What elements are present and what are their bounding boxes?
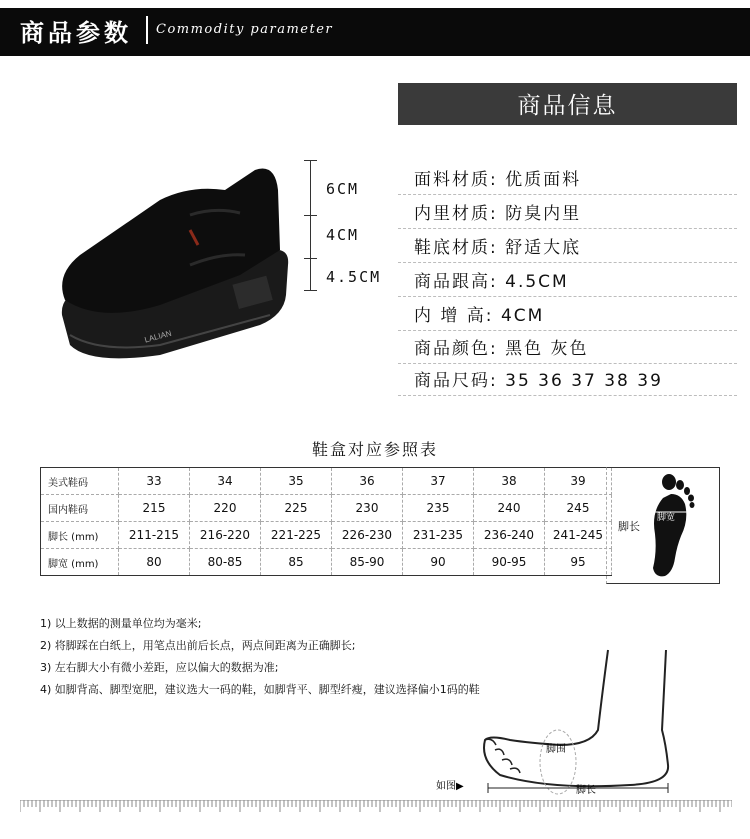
product-image (40, 155, 300, 370)
foot-width-label: 脚宽 (657, 513, 676, 523)
note: 1) 以上数据的测量单位均为毫米; (40, 617, 202, 630)
table-cell: 241-245 (545, 522, 612, 549)
table-cell: 34 (190, 468, 261, 495)
table-row (41, 522, 612, 549)
table-cell: 236-240 (474, 522, 545, 549)
table-cell: 39 (545, 468, 612, 495)
table-cell: 95 (545, 549, 612, 576)
foot-length-label: 脚长 (618, 520, 640, 533)
spec-row (398, 362, 737, 396)
size-chart-title: 鞋盒对应参照表 (311, 440, 438, 459)
table-row (41, 495, 612, 522)
table-cell: 90-95 (474, 549, 545, 576)
dimension-tick (304, 215, 317, 216)
table-row (41, 549, 612, 576)
table-cell: 85-90 (332, 549, 403, 576)
page-title: 商品参数 (20, 19, 132, 47)
table-row (41, 468, 612, 495)
spec-text: 商品尺码: 35 36 37 38 39 (414, 371, 663, 391)
size-table (40, 467, 612, 576)
shoe-logo: LALIAN (143, 328, 173, 345)
row-header: 脚长 (mm) (41, 522, 119, 549)
info-title: 商品信息 (517, 93, 618, 119)
spec-row (398, 297, 737, 331)
spec-text: 商品颜色: 黑色 灰色 (414, 339, 589, 359)
dimension-line (310, 160, 311, 290)
dimension-label: 4.5CM (326, 268, 382, 286)
note: 3) 左右脚大小有微小差距，应以偏大的数据为准; (40, 661, 279, 674)
table-cell: 35 (261, 468, 332, 495)
table-cell: 225 (261, 495, 332, 522)
spec-text: 内里材质: 防臭内里 (414, 204, 582, 224)
table-cell: 230 (332, 495, 403, 522)
row-header: 国内鞋码 (41, 495, 119, 522)
dimension-tick (304, 290, 317, 291)
spec-text: 面料材质: 优质面料 (414, 170, 582, 190)
spec-text: 内 增 高: 4CM (414, 306, 545, 326)
title-divider (146, 16, 148, 44)
table-cell: 80 (119, 549, 190, 576)
table-cell: 240 (474, 495, 545, 522)
note: 4) 如脚背高、脚型宽肥，建议选大一码的鞋，如脚背平、脚型纤瘦，建议选择偏小1码的鞋 (40, 683, 480, 696)
table-cell: 33 (119, 468, 190, 495)
dimension-label: 4CM (326, 226, 360, 244)
shoe-illustration (62, 169, 288, 359)
diagram-length-label: 脚长 (576, 785, 596, 796)
note: 2) 将脚踩在白纸上，用笔点出前后长点，两点间距离为正确脚长; (40, 639, 356, 652)
table-cell: 221-225 (261, 522, 332, 549)
girth-label: 脚围 (546, 744, 566, 755)
table-cell: 85 (261, 549, 332, 576)
spec-row (398, 229, 737, 263)
row-header: 脚宽 (mm) (41, 549, 119, 576)
table-cell: 231-235 (403, 522, 474, 549)
dimension-label: 6CM (326, 180, 360, 198)
as-shown-label: 如图▶ (436, 781, 464, 792)
spec-text: 鞋底材质: 舒适大底 (414, 238, 582, 258)
spec-row (398, 161, 737, 195)
table-cell: 215 (119, 495, 190, 522)
dimension-tick (304, 258, 317, 259)
table-cell: 38 (474, 468, 545, 495)
row-header: 美式鞋码 (41, 468, 119, 495)
table-cell: 235 (403, 495, 474, 522)
table-cell: 211-215 (119, 522, 190, 549)
dimension-tick (304, 160, 317, 161)
table-cell: 245 (545, 495, 612, 522)
table-cell: 90 (403, 549, 474, 576)
ruler (20, 800, 732, 816)
spec-row (398, 330, 737, 364)
table-cell: 216-220 (190, 522, 261, 549)
table-cell: 37 (403, 468, 474, 495)
footprint-icon (645, 472, 695, 580)
spec-row (398, 195, 737, 229)
table-cell: 220 (190, 495, 261, 522)
spec-text: 商品跟高: 4.5CM (414, 272, 569, 292)
table-cell: 80-85 (190, 549, 261, 576)
table-cell: 36 (332, 468, 403, 495)
foot-side-diagram (430, 645, 690, 800)
page-subtitle: Commodity parameter (156, 22, 334, 37)
spec-row (398, 263, 737, 297)
table-cell: 226-230 (332, 522, 403, 549)
